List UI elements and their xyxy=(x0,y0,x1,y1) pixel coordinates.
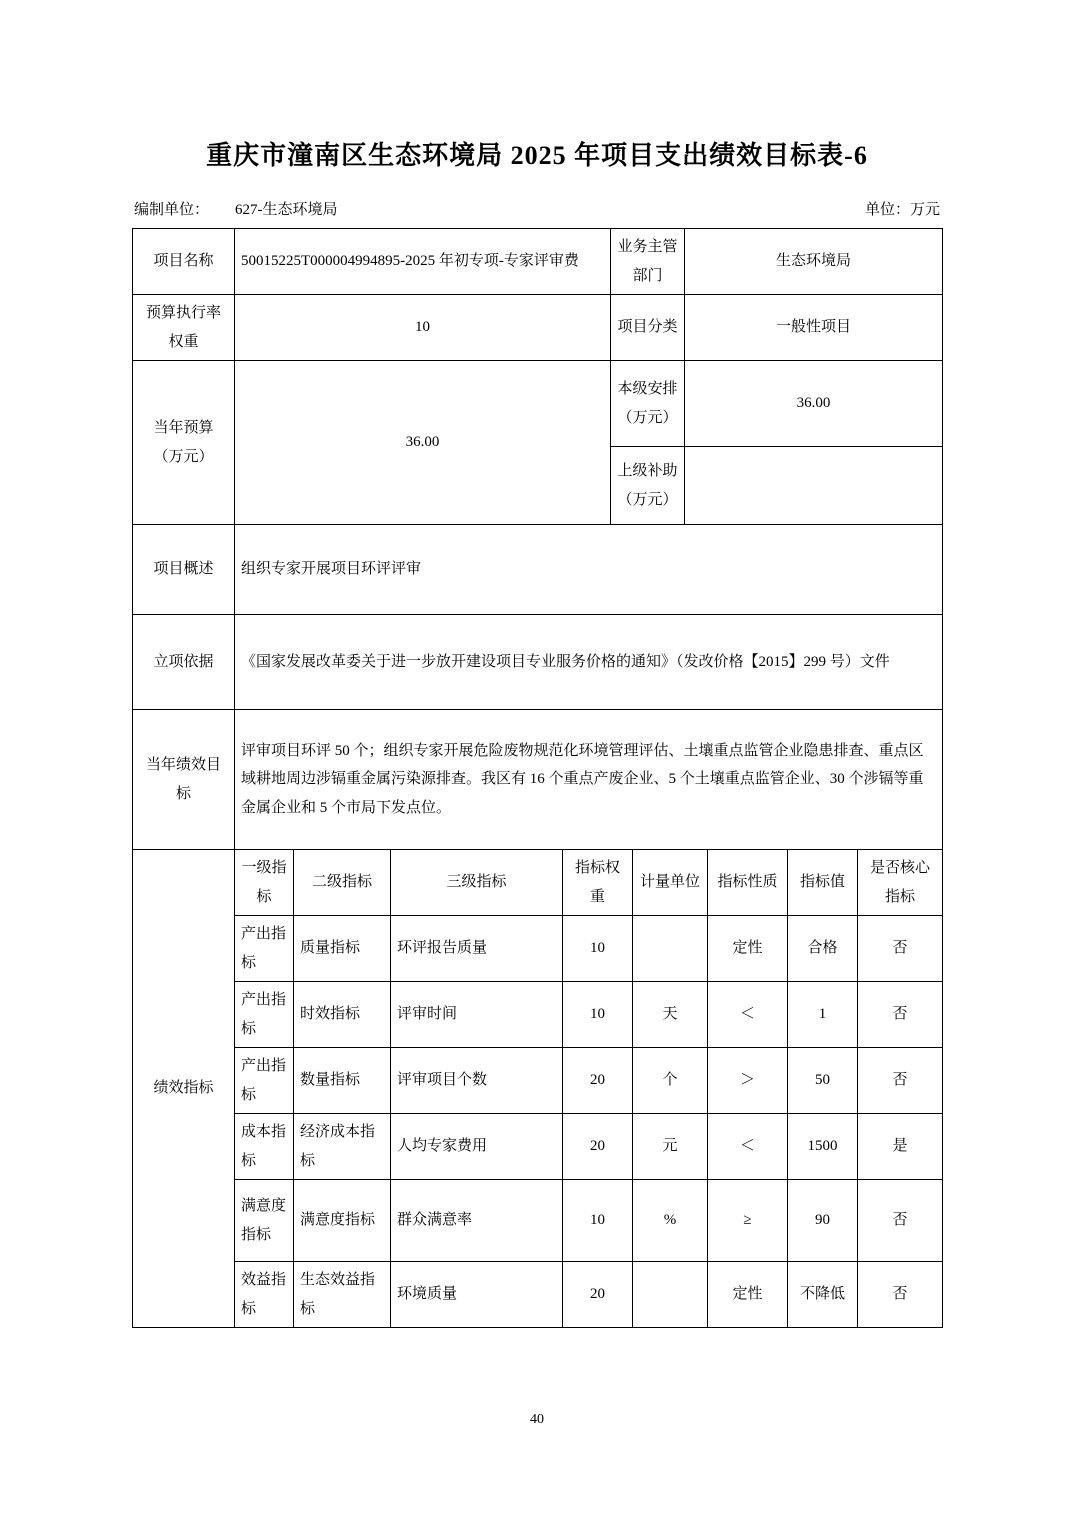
page-title: 重庆市潼南区生态环境局 2025 年项目支出绩效目标表-6 xyxy=(206,141,868,170)
local-arrangement-value: 36.00 xyxy=(685,361,943,447)
indicator-level1: 成本指标 xyxy=(235,1114,294,1180)
indicator-value: 50 xyxy=(788,1048,858,1114)
indicator-row xyxy=(133,916,943,982)
indicator-nature: ≥ xyxy=(708,1180,788,1262)
indicator-weight: 20 xyxy=(563,1262,633,1328)
indicator-unit: 天 xyxy=(633,982,708,1048)
annual-budget-label: 当年预算（万元） xyxy=(133,361,235,525)
header-value: 指标值 xyxy=(788,850,858,916)
indicator-core: 否 xyxy=(858,1180,943,1262)
indicator-weight: 10 xyxy=(563,1180,633,1262)
prepared-by-label: 编制单位： xyxy=(134,202,210,218)
indicator-level1: 产出指标 xyxy=(235,1048,294,1114)
basis-value: 《国家发展改革委关于进一步放开建设项目专业服务价格的通知》（发改价格【2015】299 号）文件 xyxy=(235,615,943,710)
superior-subsidy-value xyxy=(685,447,943,525)
budget-rate-label: 预算执行率权重 xyxy=(133,295,235,361)
indicator-row xyxy=(133,982,943,1048)
indicator-level2: 生态效益指标 xyxy=(294,1262,391,1328)
goal-value: 评审项目环评 50 个；组织专家开展危险废物规范化环境管理评估、土壤重点监管企业隐患排查、重点区域耕地周边涉镉重金属污染源排查。我区有 16 个重点产废企业、5 个土壤重点监管企业、30 个涉镉等重金属企业和 5 个市局下发点位。 xyxy=(235,710,943,850)
indicator-row xyxy=(133,1180,943,1262)
indicator-weight: 20 xyxy=(563,1114,633,1180)
superior-subsidy-label: 上级补助（万元） xyxy=(611,447,685,525)
budget-rate-value: 10 xyxy=(235,295,611,361)
indicator-value: 不降低 xyxy=(788,1262,858,1328)
indicator-level2: 质量指标 xyxy=(294,916,391,982)
annual-budget-value: 36.00 xyxy=(235,361,611,525)
indicator-core: 否 xyxy=(858,1048,943,1114)
indicator-unit xyxy=(633,916,708,982)
indicator-level2: 经济成本指标 xyxy=(294,1114,391,1180)
indicators-label: 绩效指标 xyxy=(133,850,235,1328)
project-name-value: 50015225T000004994895-2025 年初专项-专家评审费 xyxy=(235,229,611,295)
header-unit: 计量单位 xyxy=(633,850,708,916)
category-value: 一般性项目 xyxy=(685,295,943,361)
indicator-header-row xyxy=(133,850,943,916)
indicator-level2: 数量指标 xyxy=(294,1048,391,1114)
header-level2: 二级指标 xyxy=(294,850,391,916)
indicator-level3: 人均专家费用 xyxy=(391,1114,563,1180)
row-project-name xyxy=(133,229,943,295)
header-weight: 指标权重 xyxy=(563,850,633,916)
indicator-level3: 评审项目个数 xyxy=(391,1048,563,1114)
meta-row xyxy=(132,198,942,219)
indicator-nature: ＞ xyxy=(708,1048,788,1114)
indicator-weight: 10 xyxy=(563,982,633,1048)
basis-label: 立项依据 xyxy=(133,615,235,710)
indicator-nature: ＜ xyxy=(708,982,788,1048)
overview-label: 项目概述 xyxy=(133,525,235,615)
indicator-nature: ＜ xyxy=(708,1114,788,1180)
indicator-value: 合格 xyxy=(788,916,858,982)
category-label: 项目分类 xyxy=(611,295,685,361)
indicator-unit xyxy=(633,1262,708,1328)
indicator-level3: 评审时间 xyxy=(391,982,563,1048)
goal-label: 当年绩效目标 xyxy=(133,710,235,850)
header-core: 是否核心指标 xyxy=(858,850,943,916)
project-name-label: 项目名称 xyxy=(133,229,235,295)
prepared-by xyxy=(134,198,338,219)
indicator-level3: 环评报告质量 xyxy=(391,916,563,982)
local-arrangement-label: 本级安排（万元） xyxy=(611,361,685,447)
dept-value: 生态环境局 xyxy=(685,229,943,295)
indicator-unit: 个 xyxy=(633,1048,708,1114)
indicator-unit: 元 xyxy=(633,1114,708,1180)
row-basis xyxy=(133,615,943,710)
dept-label: 业务主管部门 xyxy=(611,229,685,295)
document-content xyxy=(132,198,942,1328)
indicator-core: 否 xyxy=(858,1262,943,1328)
indicator-level1: 效益指标 xyxy=(235,1262,294,1328)
row-annual-budget-1 xyxy=(133,361,943,447)
indicator-value: 1500 xyxy=(788,1114,858,1180)
indicator-value: 90 xyxy=(788,1180,858,1262)
indicator-row xyxy=(133,1114,943,1180)
indicator-weight: 10 xyxy=(563,916,633,982)
page-number: 40 xyxy=(530,1412,544,1427)
indicator-level3: 环境质量 xyxy=(391,1262,563,1328)
indicator-level2: 时效指标 xyxy=(294,982,391,1048)
indicator-row xyxy=(133,1262,943,1328)
prepared-by-value: 627-生态环境局 xyxy=(235,202,338,218)
header-level3: 三级指标 xyxy=(391,850,563,916)
indicator-level1: 产出指标 xyxy=(235,916,294,982)
indicator-level3: 群众满意率 xyxy=(391,1180,563,1262)
indicator-unit: % xyxy=(633,1180,708,1262)
indicator-weight: 20 xyxy=(563,1048,633,1114)
indicator-level1: 产出指标 xyxy=(235,982,294,1048)
indicator-core: 否 xyxy=(858,916,943,982)
header-nature: 指标性质 xyxy=(708,850,788,916)
row-budget-rate xyxy=(133,295,943,361)
unit-label: 单位：万元 xyxy=(864,202,940,218)
indicator-level1: 满意度指标 xyxy=(235,1180,294,1262)
indicator-level2: 满意度指标 xyxy=(294,1180,391,1262)
indicator-value: 1 xyxy=(788,982,858,1048)
performance-target-table xyxy=(132,228,943,1328)
indicator-nature: 定性 xyxy=(708,916,788,982)
indicator-core: 否 xyxy=(858,982,943,1048)
indicator-row xyxy=(133,1048,943,1114)
row-overview xyxy=(133,525,943,615)
row-goal xyxy=(133,710,943,850)
overview-value: 组织专家开展项目环评评审 xyxy=(235,525,943,615)
indicator-nature: 定性 xyxy=(708,1262,788,1328)
header-level1: 一级指标 xyxy=(235,850,294,916)
indicator-core: 是 xyxy=(858,1114,943,1180)
